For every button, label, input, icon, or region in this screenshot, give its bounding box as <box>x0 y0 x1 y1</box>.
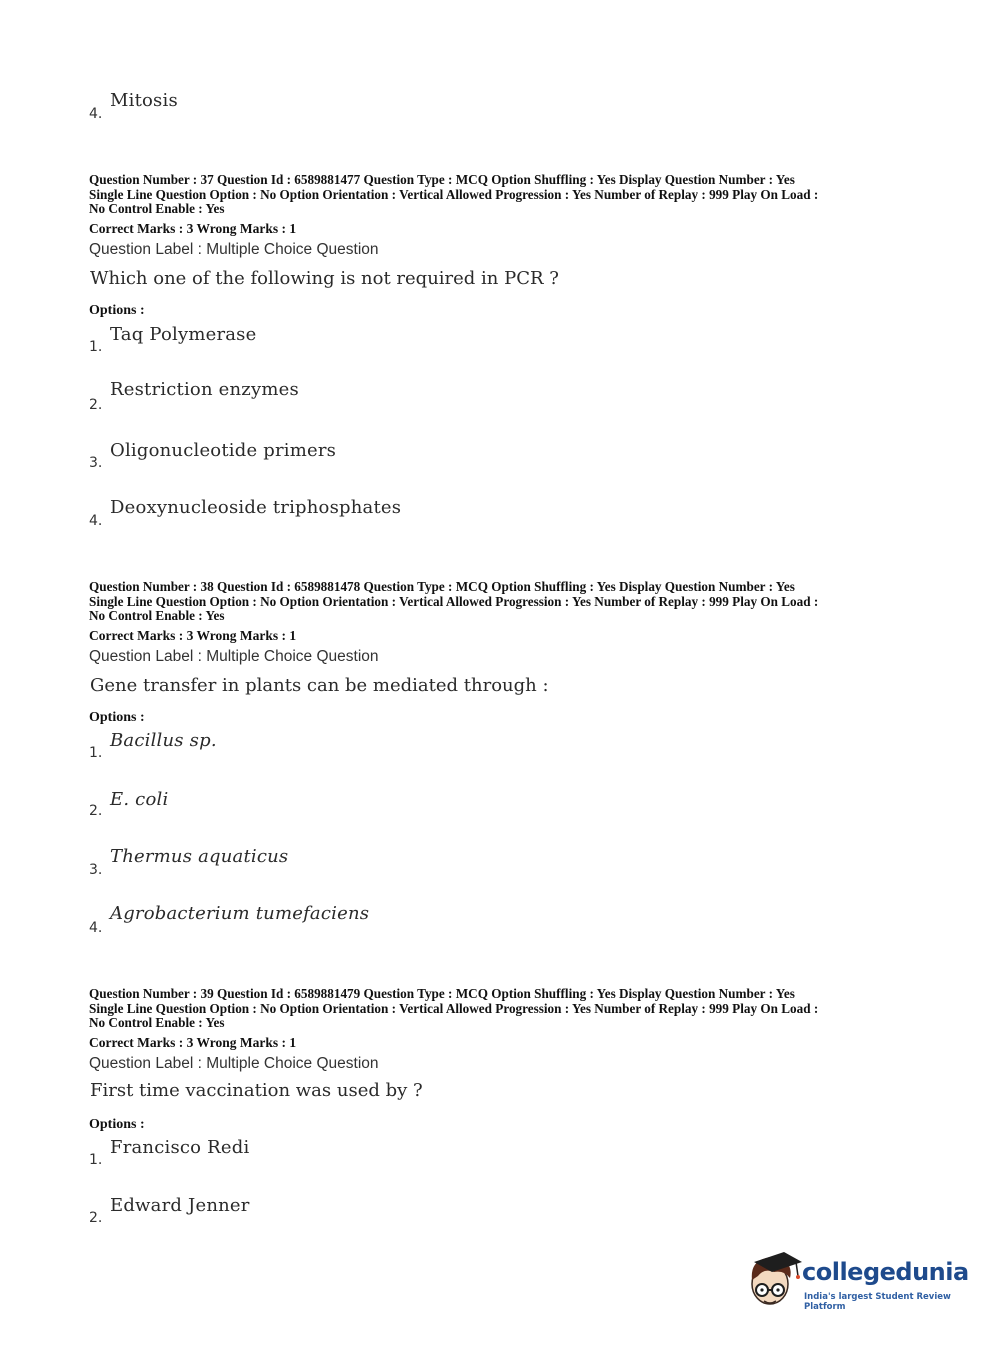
option-text: Taq Polymerase <box>110 324 257 345</box>
option-text: E. coli <box>110 789 169 810</box>
option-text: Edward Jenner <box>110 1195 250 1216</box>
option-text: Agrobacterium tumefaciens <box>110 903 370 924</box>
collegedunia-logo[interactable] <box>744 1250 974 1310</box>
option-text: Bacillus sp. <box>110 730 217 751</box>
mascot-icon <box>744 1250 802 1310</box>
question-meta-line: Question Number : 38 Question Id : 6589881478 Question Type : MCQ Option Shuffling : Yes Display Question Number : Yes <box>89 579 795 594</box>
logo-wordmark: collegedunia <box>802 1258 969 1286</box>
option-number: 3. <box>89 455 103 471</box>
question-meta-line: No Control Enable : Yes <box>89 1015 225 1030</box>
question-meta-line: Single Line Question Option : No Option Orientation : Vertical Allowed Progression : Yes Number of Replay : 999 Play On Load : <box>89 594 819 609</box>
options-label: Options : <box>89 1117 145 1132</box>
option-number: 4. <box>89 513 103 529</box>
question-meta-line: No Control Enable : Yes <box>89 608 225 623</box>
marks-line: Correct Marks : 3 Wrong Marks : 1 <box>89 221 297 236</box>
option-number: 4. <box>89 106 103 122</box>
question-text: First time vaccination was used by ? <box>90 1080 423 1101</box>
options-label: Options : <box>89 303 145 318</box>
question-label: Question Label : Multiple Choice Question <box>89 241 379 258</box>
option-number: 2. <box>89 1210 103 1226</box>
question-label: Question Label : Multiple Choice Question <box>89 1055 379 1072</box>
option-number: 2. <box>89 397 103 413</box>
option-text: Deoxynucleoside triphosphates <box>110 497 402 518</box>
option-number: 1. <box>89 745 103 761</box>
options-label: Options : <box>89 710 145 725</box>
option-number: 1. <box>89 1152 103 1168</box>
option-text: Thermus aquaticus <box>110 846 289 867</box>
option-number: 1. <box>89 339 103 355</box>
question-meta-line: Question Number : 37 Question Id : 6589881477 Question Type : MCQ Option Shuffling : Yes Display Question Number : Yes <box>89 172 795 187</box>
option-number: 3. <box>89 862 103 878</box>
option-number: 2. <box>89 803 103 819</box>
question-text: Which one of the following is not required in PCR ? <box>90 268 559 289</box>
option-text: Restriction enzymes <box>110 379 299 400</box>
logo-tagline: India's largest Student Review Platform <box>804 1292 951 1312</box>
question-meta-line: Question Number : 39 Question Id : 6589881479 Question Type : MCQ Option Shuffling : Yes Display Question Number : Yes <box>89 986 795 1001</box>
marks-line: Correct Marks : 3 Wrong Marks : 1 <box>89 1035 297 1050</box>
question-meta-line: No Control Enable : Yes <box>89 201 225 216</box>
option-number: 4. <box>89 920 103 936</box>
marks-line: Correct Marks : 3 Wrong Marks : 1 <box>89 628 297 643</box>
question-label: Question Label : Multiple Choice Question <box>89 648 379 665</box>
option-text: Oligonucleotide primers <box>110 440 337 461</box>
option-text: Mitosis <box>110 90 178 111</box>
question-text: Gene transfer in plants can be mediated through : <box>90 675 549 696</box>
question-meta-line: Single Line Question Option : No Option Orientation : Vertical Allowed Progression : Yes Number of Replay : 999 Play On Load : <box>89 187 819 202</box>
option-text: Francisco Redi <box>110 1137 250 1158</box>
question-meta-line: Single Line Question Option : No Option Orientation : Vertical Allowed Progression : Yes Number of Replay : 999 Play On Load : <box>89 1001 819 1016</box>
